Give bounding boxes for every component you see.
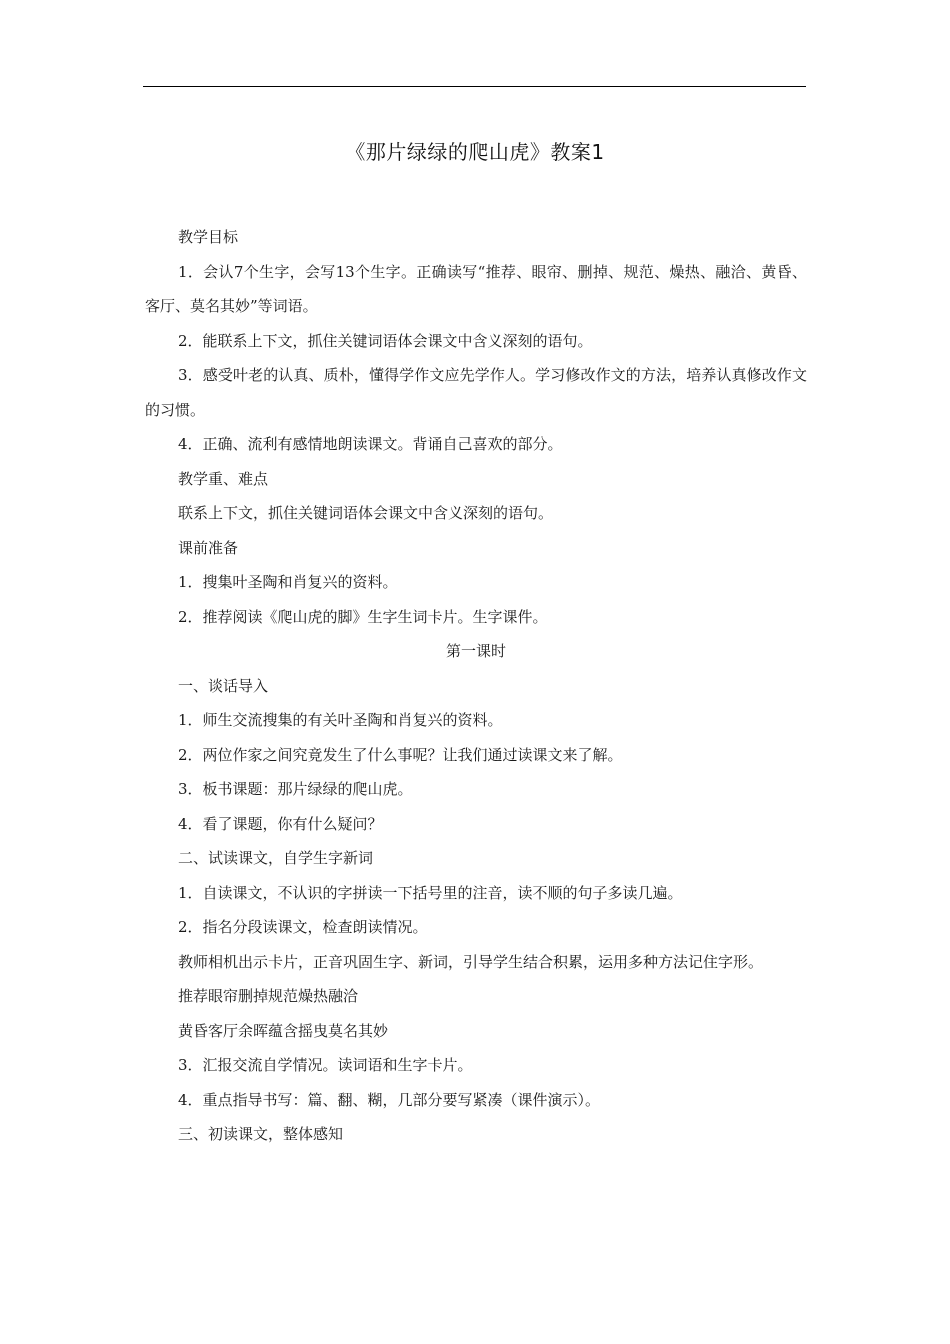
paragraph: 1．会认7个生字，会写13个生字。正确读写“推荐、眼帘、删掉、规范、燥热、融洽、黄昏、客厅、莫名其妙”等词语。 <box>145 262 807 315</box>
paragraph: 2．两位作家之间究竟发生了什么事呢？让我们通过读课文来了解。 <box>178 745 623 764</box>
paragraph: 4．看了课题，你有什么疑问？ <box>178 814 383 833</box>
header-rule <box>143 86 806 87</box>
heading-teaching-goals: 教学目标 <box>178 228 239 246</box>
paragraph: 3．板书课题：那片绿绿的爬山虎。 <box>178 780 413 798</box>
section-heading-first-lesson: 第一课时 <box>445 642 506 660</box>
heading-part-one: 一、谈话导入 <box>178 676 269 695</box>
paragraph: 2．能联系上下文，抓住关键词语体会课文中含义深刻的语句。 <box>178 331 593 350</box>
heading-part-three: 三、初读课文，整体感知 <box>178 1125 344 1143</box>
paragraph: 3．感受叶老的认真、质朴，懂得学作文应先学作人。学习修改作文的方法，培养认真修改作文的习惯。 <box>145 366 807 419</box>
paragraph: 1．自读课文，不认识的字拼读一下括号里的注音，读不顺的句子多读几遍。 <box>178 883 683 902</box>
paragraph: 4．重点指导书写：篇、翻、糊，几部分要写紧凑（课件演示）。 <box>178 1090 601 1109</box>
paragraph: 2．推荐阅读《爬山虎的脚》生字生词卡片。生字课件。 <box>178 607 548 626</box>
paragraph: 4．正确、流利有感情地朗读课文。背诵自己喜欢的部分。 <box>178 435 563 453</box>
paragraph: 1．师生交流搜集的有关叶圣陶和肖复兴的资料。 <box>178 711 503 729</box>
paragraph: 1．搜集叶圣陶和肖复兴的资料。 <box>178 573 398 591</box>
heading-part-two: 二、试读课文，自学生字新词 <box>178 849 374 867</box>
paragraph: 3．汇报交流自学情况。读词语和生字卡片。 <box>178 1056 473 1074</box>
paragraph: 2．指名分段读课文，检查朗读情况。 <box>178 918 428 936</box>
paragraph: 联系上下文，抓住关键词语体会课文中含义深刻的语句。 <box>178 504 554 522</box>
vocabulary-line: 推荐眼帘删掉规范燥热融洽 <box>178 987 359 1005</box>
paragraph: 教师相机出示卡片，正音巩固生字、新词，引导学生结合积累，运用多种方法记住字形。 <box>178 952 764 971</box>
heading-preparation: 课前准备 <box>178 538 239 557</box>
document-body <box>145 220 807 1152</box>
heading-key-points: 教学重、难点 <box>178 469 269 488</box>
document-title: 《那片绿绿的爬山虎》教案1 <box>345 140 605 164</box>
vocabulary-line: 黄昏客厅余晖蕴含摇曳莫名其妙 <box>178 1021 389 1040</box>
